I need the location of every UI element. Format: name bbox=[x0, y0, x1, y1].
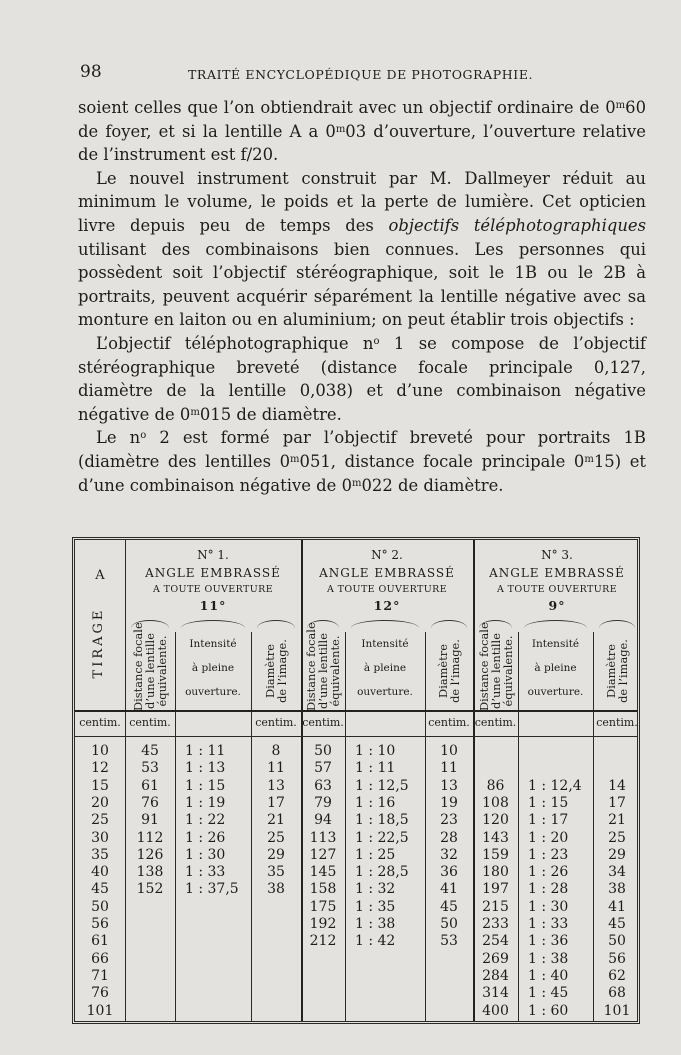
focal-value: 91 bbox=[141, 812, 159, 829]
focal-value: 175 bbox=[309, 898, 337, 915]
focal-value: 79 bbox=[314, 794, 332, 811]
intensity-value: 1 : 37,5 bbox=[185, 881, 239, 898]
intensity-value: 1 : 15 bbox=[528, 794, 569, 811]
diameter-value: 35 bbox=[267, 864, 285, 881]
group-number: N° 3. bbox=[541, 548, 573, 562]
focal-value: 45 bbox=[141, 743, 159, 759]
intensity-header: Intensité à pleine ouverture. bbox=[357, 638, 413, 698]
diameter-value: 45 bbox=[440, 898, 458, 915]
diameter-value: 32 bbox=[440, 846, 458, 863]
intensity-header: Intensité à pleine ouverture. bbox=[185, 638, 241, 698]
intensity-value: 1 : 30 bbox=[185, 846, 226, 863]
diameter-value: 19 bbox=[440, 794, 458, 811]
paragraph-2: Le nouvel instrument construit par M. Dallmeyer réduit au minimum le volume, le poids et la perte de lumière. Cet opticien livre depuis peu de temps des objectifs téléphotographiques utilisant des combinaisons bien connues. Les personnes qui possèdent soit l’objectif stéréographique, soit le 1B ou le 2B à portraits, peuvent acquérir séparément la lentille négative avec sa monture en laiton ou en aluminium; on peut établir trois objectifs : bbox=[78, 168, 646, 330]
diameter-value: 68 bbox=[608, 985, 626, 1002]
focal-value: 145 bbox=[309, 864, 337, 881]
focal-value: 57 bbox=[314, 760, 332, 777]
intensity-value: 1 : 28,5 bbox=[355, 864, 409, 881]
diameter-value: 38 bbox=[267, 881, 285, 898]
brace-mark bbox=[351, 620, 419, 629]
unit-label: centim. bbox=[302, 716, 344, 729]
group-angle-title: ANGLE EMBRASSÉ bbox=[145, 566, 281, 580]
diameter-value: 36 bbox=[440, 864, 458, 881]
intensity-value: 1 : 23 bbox=[528, 846, 569, 863]
group-angle-title: ANGLE EMBRASSÉ bbox=[489, 566, 625, 580]
intensity-value: 1 : 15 bbox=[185, 777, 226, 794]
running-title: TRAITÉ ENCYCLOPÉDIQUE DE PHOTOGRAPHIE. bbox=[188, 67, 534, 82]
intensity-value: 1 : 60 bbox=[528, 1002, 569, 1019]
focal-value: 269 bbox=[482, 950, 509, 967]
tirage-value: 35 bbox=[91, 846, 109, 863]
paragraph-4: Le $n^o$ 2 est formé par l’objectif breveté pour portraits 1B (diamètre des lentilles 0$^m$051, distance focale principale 0$^m$15) et d’une combinaison négative de 0$^m$022 de diamètre. bbox=[78, 428, 646, 495]
tirage-label: TIRAGE bbox=[91, 607, 106, 679]
intensity-value: 1 : 33 bbox=[185, 864, 226, 881]
group-angle-degrees: 12° bbox=[373, 598, 401, 613]
diameter-value: 23 bbox=[440, 812, 458, 829]
group-angle-degrees: 11° bbox=[199, 598, 227, 613]
diameter-value: 50 bbox=[608, 933, 626, 950]
intensity-value: 1 : 26 bbox=[528, 864, 569, 881]
diameter-value: 13 bbox=[440, 777, 458, 794]
intensity-value: 1 : 22,5 bbox=[355, 829, 409, 846]
diameter-value: 101 bbox=[603, 1002, 631, 1019]
intensity-value: 1 : 38 bbox=[355, 916, 396, 932]
diameter-value: 17 bbox=[267, 794, 285, 811]
diameter-value: 10 bbox=[440, 743, 458, 759]
unit-label: centim. bbox=[255, 716, 297, 729]
focal-value: 108 bbox=[482, 794, 509, 811]
intensity-value: 1 : 22 bbox=[185, 812, 226, 829]
intensity-value: 1 : 11 bbox=[355, 760, 396, 777]
focal-value: 192 bbox=[309, 916, 337, 932]
tirage-value: 56 bbox=[91, 916, 109, 932]
intensity-value: 1 : 36 bbox=[528, 933, 569, 950]
intensity-value: 1 : 19 bbox=[185, 794, 226, 811]
tirage-value: 25 bbox=[91, 812, 109, 829]
intensity-value: 1 : 18,5 bbox=[355, 812, 409, 829]
unit-label: centim. bbox=[79, 716, 121, 729]
focal-value: 254 bbox=[482, 933, 509, 950]
diameter-value: 38 bbox=[608, 881, 626, 898]
intensity-value: 1 : 42 bbox=[355, 933, 396, 950]
diameter-value: 50 bbox=[440, 916, 458, 932]
tirage-value: 12 bbox=[91, 760, 109, 777]
diameter-value: 11 bbox=[440, 760, 458, 777]
intensity-value: 1 : 26 bbox=[185, 829, 226, 846]
tirage-value: 76 bbox=[91, 985, 109, 1002]
diameter-header: Diamètre de l’image. bbox=[436, 639, 462, 703]
diameter-value: 11 bbox=[267, 760, 285, 777]
focal-length-header: Distance focale d’une lentille équivalente. bbox=[476, 622, 515, 711]
diameter-header: Diamètre de l’image. bbox=[604, 639, 630, 703]
tirage-value: 20 bbox=[91, 794, 109, 811]
tirage-value: 66 bbox=[91, 950, 109, 967]
tirage-value: 15 bbox=[91, 777, 109, 794]
intensity-value: 1 : 16 bbox=[355, 794, 396, 811]
focal-value: 113 bbox=[309, 829, 337, 846]
page-number: 98 bbox=[80, 62, 102, 82]
lens-table bbox=[72, 537, 640, 1024]
focal-value: 158 bbox=[309, 881, 337, 898]
intensity-value: 1 : 11 bbox=[185, 743, 226, 759]
intensity-value: 1 : 28 bbox=[528, 881, 569, 898]
group-number: N° 1. bbox=[197, 548, 229, 562]
tirage-value: 61 bbox=[91, 933, 109, 950]
diameter-value: 29 bbox=[608, 846, 626, 863]
intensity-value: 1 : 33 bbox=[528, 916, 569, 932]
brace-mark bbox=[524, 620, 587, 629]
intensity-value: 1 : 12,4 bbox=[528, 777, 582, 794]
tirage-value: 50 bbox=[91, 898, 109, 915]
intensity-value: 1 : 17 bbox=[528, 812, 569, 829]
paragraph-1: soient celles que l’on obtiendrait avec un objectif ordinaire de 0$^m$60 de foyer, et si la lentille A a 0$^m$03 d’ouverture, l’ouverture relative de l’instrument est f/20. bbox=[78, 98, 647, 165]
focal-value: 127 bbox=[309, 846, 337, 863]
focal-value: 112 bbox=[136, 829, 164, 846]
brace-mark bbox=[257, 620, 295, 629]
diameter-value: 25 bbox=[608, 829, 626, 846]
focal-length-header: Distance focale d’une lentille équivalente. bbox=[131, 622, 169, 711]
diameter-value: 41 bbox=[440, 881, 458, 898]
body-text bbox=[78, 96, 646, 497]
intensity-value: 1 : 13 bbox=[185, 760, 226, 777]
brace-mark bbox=[181, 620, 245, 629]
focal-value: 159 bbox=[482, 846, 509, 863]
tirage-value: 71 bbox=[91, 967, 109, 984]
focal-value: 63 bbox=[314, 777, 332, 794]
focal-value: 400 bbox=[482, 1002, 509, 1019]
unit-label: centim. bbox=[428, 716, 470, 729]
brace-mark bbox=[599, 620, 635, 629]
intensity-value: 1 : 10 bbox=[355, 743, 396, 759]
diameter-value: 56 bbox=[608, 950, 626, 967]
brace-mark bbox=[431, 620, 467, 629]
focal-length-header: Distance focale d’une lentille équivalente. bbox=[304, 622, 342, 711]
focal-value: 120 bbox=[482, 812, 509, 829]
tirage-value: 30 bbox=[91, 829, 109, 846]
intensity-value: 1 : 20 bbox=[528, 829, 569, 846]
group-angle-title: ANGLE EMBRASSÉ bbox=[319, 566, 455, 580]
intensity-value: 1 : 45 bbox=[528, 985, 569, 1002]
unit-label: centim. bbox=[129, 716, 171, 729]
diameter-value: 14 bbox=[608, 777, 626, 794]
unit-label: centim. bbox=[474, 716, 517, 729]
diameter-value: 17 bbox=[608, 794, 626, 811]
focal-value: 197 bbox=[482, 881, 509, 898]
focal-value: 152 bbox=[136, 881, 164, 898]
focal-value: 61 bbox=[141, 777, 159, 794]
group-number: N° 2. bbox=[371, 548, 403, 562]
group-angle-degrees: 9° bbox=[548, 598, 566, 613]
tirage-value: 10 bbox=[91, 743, 109, 759]
tirage-top: A bbox=[95, 568, 105, 583]
diameter-value: 8 bbox=[271, 743, 281, 759]
diameter-value: 41 bbox=[608, 898, 626, 915]
focal-value: 180 bbox=[482, 864, 509, 881]
intensity-value: 1 : 25 bbox=[355, 846, 396, 863]
focal-value: 53 bbox=[141, 760, 159, 777]
group-subtitle: A TOUTE OUVERTURE bbox=[496, 584, 618, 595]
intensity-value: 1 : 40 bbox=[528, 967, 569, 984]
focal-value: 314 bbox=[482, 985, 509, 1002]
focal-value: 126 bbox=[136, 846, 164, 863]
diameter-value: 34 bbox=[608, 864, 626, 881]
intensity-header: Intensité à pleine ouverture. bbox=[527, 638, 584, 698]
diameter-value: 25 bbox=[267, 829, 285, 846]
page-header bbox=[80, 62, 610, 86]
focal-value: 86 bbox=[486, 777, 505, 794]
unit-label: centim. bbox=[596, 716, 638, 729]
focal-value: 284 bbox=[482, 967, 509, 984]
unit-rule bbox=[75, 736, 637, 737]
intensity-value: 1 : 38 bbox=[528, 950, 569, 967]
diameter-value: 53 bbox=[440, 933, 458, 950]
diameter-value: 29 bbox=[267, 846, 285, 863]
focal-value: 94 bbox=[314, 812, 332, 829]
tirage-value: 101 bbox=[86, 1002, 114, 1019]
focal-value: 76 bbox=[141, 794, 159, 811]
intensity-value: 1 : 35 bbox=[355, 898, 396, 915]
tirage-value: 40 bbox=[91, 864, 109, 881]
intensity-value: 1 : 30 bbox=[528, 898, 569, 915]
tirage-value: 45 bbox=[91, 881, 109, 898]
focal-value: 50 bbox=[314, 743, 332, 759]
diameter-value: 13 bbox=[267, 777, 285, 794]
diameter-value: 62 bbox=[608, 967, 626, 984]
group-subtitle: A TOUTE OUVERTURE bbox=[152, 584, 274, 595]
focal-value: 212 bbox=[309, 933, 337, 950]
diameter-value: 21 bbox=[608, 812, 626, 829]
intensity-value: 1 : 12,5 bbox=[355, 777, 409, 794]
focal-value: 215 bbox=[482, 898, 509, 915]
paragraph-3: L’objectif téléphotographique $n^o$ 1 se compose de l’objectif stéréographique breveté (distance focale principale 0,127, diamètre de la lentille 0,038) et d’une combinaison négative négative de 0$^m$015 de diamètre. bbox=[78, 333, 646, 424]
focal-value: 143 bbox=[482, 829, 509, 846]
intensity-value: 1 : 32 bbox=[355, 881, 396, 898]
diameter-value: 28 bbox=[440, 829, 458, 846]
group-subtitle: A TOUTE OUVERTURE bbox=[326, 584, 448, 595]
diameter-value: 45 bbox=[608, 916, 626, 932]
diameter-value: 21 bbox=[267, 812, 285, 829]
focal-value: 233 bbox=[482, 916, 509, 932]
focal-value: 138 bbox=[136, 864, 164, 881]
diameter-header: Diamètre de l’image. bbox=[263, 639, 289, 703]
